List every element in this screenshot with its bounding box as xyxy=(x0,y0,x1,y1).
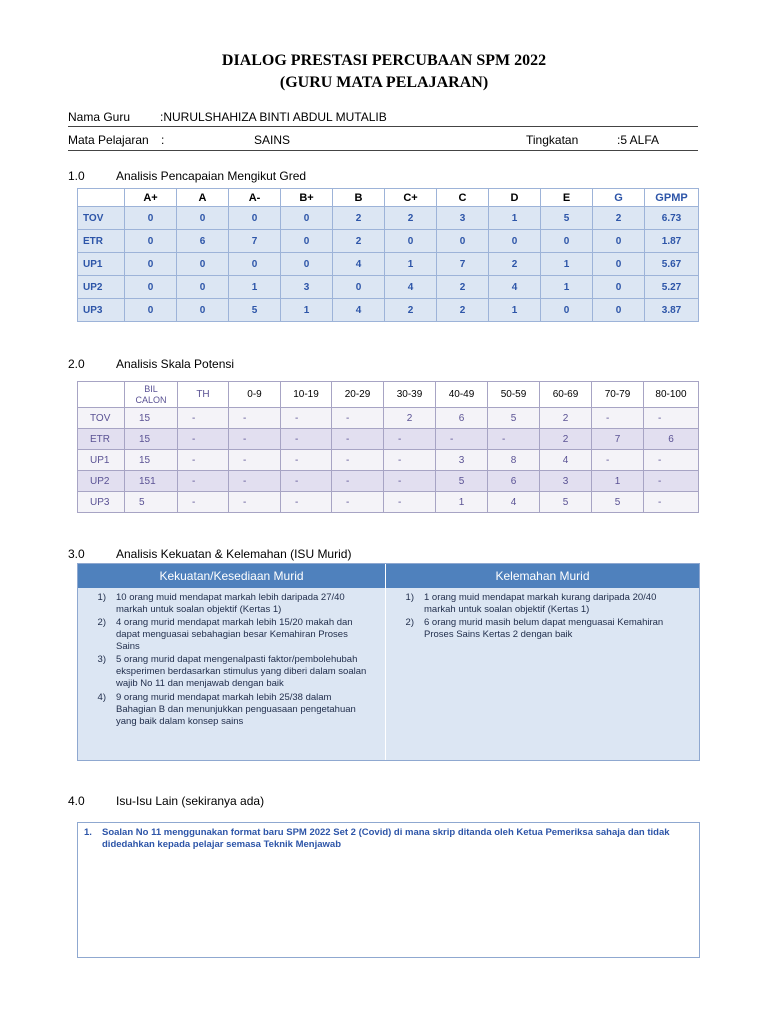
grade-table xyxy=(77,188,699,322)
header-cell: D xyxy=(489,189,541,207)
table-cell: 2 xyxy=(540,408,592,429)
isu-item-text: Soalan No 11 menggunakan format baru SPM 2022 Set 2 (Covid) di mana skrip ditanda oleh Ketua Pemeriksa sahaja dan tidak didedahkan kepada pelajar semasa Teknik Menjawab xyxy=(102,827,670,850)
mata-pelajaran-colon: : xyxy=(161,133,165,147)
header-cell: 70-79 xyxy=(592,382,644,408)
table-cell: - xyxy=(384,429,436,450)
table-cell: - xyxy=(178,408,229,429)
table-cell: 5.67 xyxy=(645,253,699,276)
table-cell: - xyxy=(229,492,281,513)
table-cell: 0 xyxy=(593,299,645,322)
table-cell: 0 xyxy=(229,253,281,276)
table-cell: 3 xyxy=(540,471,592,492)
table-cell: 4 xyxy=(540,450,592,471)
grade-table-header xyxy=(78,189,699,207)
bil-line: BIL xyxy=(144,383,158,394)
table-cell: 2 xyxy=(540,429,592,450)
table-cell: 3 xyxy=(437,207,489,230)
table-cell: 0 xyxy=(593,276,645,299)
header-cell: 30-39 xyxy=(384,382,436,408)
table-cell: 0 xyxy=(385,230,437,253)
list-item-number: 3) xyxy=(97,654,106,665)
divider xyxy=(68,150,698,151)
isu-lain-box xyxy=(77,822,700,958)
list-item-text: 5 orang murid dapat mengenalpasti faktor/pembolehubah eksperimen berdasarkan stimulus yang diberi dalam soalan wajib No 11 dan menjawab dengan baik xyxy=(116,654,367,689)
header-cell: 20-29 xyxy=(332,382,384,408)
nama-guru-value: :NURULSHAHIZA BINTI ABDUL MUTALIB xyxy=(160,110,387,124)
row-label: UP2 xyxy=(78,276,125,299)
table-cell: 5.27 xyxy=(645,276,699,299)
table-cell: 0 xyxy=(333,276,385,299)
table-row xyxy=(78,253,699,276)
table-cell: 0 xyxy=(489,230,541,253)
table-cell: 6 xyxy=(644,429,699,450)
kekuatan-header: Kekuatan/Kesediaan Murid xyxy=(78,564,385,588)
bil-calon-header xyxy=(125,382,178,408)
table-cell: - xyxy=(281,471,332,492)
table-cell: - xyxy=(229,471,281,492)
table-cell: 4 xyxy=(385,276,437,299)
table-cell: - xyxy=(644,492,699,513)
table-cell: 2 xyxy=(437,299,489,322)
table-cell: 0 xyxy=(177,253,229,276)
header-cell: 60-69 xyxy=(540,382,592,408)
kelemahan-column xyxy=(386,589,699,760)
table-cell: 1 xyxy=(229,276,281,299)
header-cell: A+ xyxy=(125,189,177,207)
table-cell: 4 xyxy=(489,276,541,299)
table-cell: 1 xyxy=(592,471,644,492)
table-cell: - xyxy=(592,408,644,429)
list-item-text: 10 orang muid mendapat markah lebih daripada 27/40 markah untuk soalan objektif (Kertas 1) xyxy=(116,592,345,615)
table-cell: - xyxy=(644,450,699,471)
table-cell: - xyxy=(281,429,332,450)
table-cell: 2 xyxy=(384,408,436,429)
table-cell: 5 xyxy=(592,492,644,513)
table-cell: - xyxy=(332,450,384,471)
table-cell: 2 xyxy=(333,207,385,230)
table-cell: 0 xyxy=(281,253,333,276)
kelemahan-header: Kelemahan Murid xyxy=(386,564,699,588)
table-cell: - xyxy=(229,408,281,429)
header-cell: G xyxy=(593,189,645,207)
row-label: UP3 xyxy=(78,299,125,322)
table-cell: - xyxy=(488,429,540,450)
header-cell: 80-100 xyxy=(644,382,699,408)
row-label: ETR xyxy=(78,429,125,450)
table-cell: - xyxy=(229,450,281,471)
table-cell: - xyxy=(178,471,229,492)
header-cell: 40-49 xyxy=(436,382,488,408)
table-cell: 1 xyxy=(436,492,488,513)
table-cell: - xyxy=(281,450,332,471)
table-cell: 4 xyxy=(333,253,385,276)
table-cell: 3.87 xyxy=(645,299,699,322)
table-cell: 1.87 xyxy=(645,230,699,253)
table-cell: 1 xyxy=(541,276,593,299)
header-cell: A xyxy=(177,189,229,207)
header-cell xyxy=(78,189,125,207)
table-cell: 5 xyxy=(125,492,178,513)
table-cell: 6 xyxy=(488,471,540,492)
row-label: TOV xyxy=(78,408,125,429)
row-label: UP1 xyxy=(78,450,125,471)
table-cell: 0 xyxy=(125,253,177,276)
table-cell: 2 xyxy=(489,253,541,276)
table-row xyxy=(78,299,699,322)
header-cell: 10-19 xyxy=(281,382,332,408)
table-cell: 15 xyxy=(125,408,178,429)
header-cell: GPMP xyxy=(645,189,699,207)
table-cell: - xyxy=(332,471,384,492)
row-label: TOV xyxy=(78,207,125,230)
isu-item-number: 1. xyxy=(84,827,92,838)
list-item-text: 4 orang murid mendapat markah lebih 15/20 makah dan dapat menguasai sebahagian besar Kemahiran Proses Sains xyxy=(116,617,353,652)
table-cell: - xyxy=(644,408,699,429)
table-cell: 5 xyxy=(436,471,488,492)
mata-pelajaran-value: SAINS xyxy=(254,133,291,147)
section3-title: Analisis Kekuatan & Kelemahan (ISU Murid) xyxy=(116,547,352,561)
table-cell: - xyxy=(178,429,229,450)
table-cell: 1 xyxy=(489,299,541,322)
table-cell: 0 xyxy=(177,299,229,322)
table-cell: 2 xyxy=(333,230,385,253)
table-cell: 3 xyxy=(436,450,488,471)
table-row xyxy=(78,207,699,230)
table-cell: 2 xyxy=(385,299,437,322)
header-cell: B xyxy=(333,189,385,207)
table-cell: - xyxy=(281,492,332,513)
kekuatan-column xyxy=(78,589,385,760)
table-cell: 0 xyxy=(541,230,593,253)
table-cell: - xyxy=(592,450,644,471)
table-cell: 0 xyxy=(125,276,177,299)
section2-number: 2.0 xyxy=(68,357,85,371)
table-cell: 0 xyxy=(593,253,645,276)
row-label: UP2 xyxy=(78,471,125,492)
table-cell: - xyxy=(644,471,699,492)
table-row xyxy=(78,276,699,299)
table-cell: 6 xyxy=(436,408,488,429)
table-cell: 5 xyxy=(541,207,593,230)
table-row xyxy=(78,471,699,492)
table-cell: 1 xyxy=(541,253,593,276)
table-cell: 0 xyxy=(125,207,177,230)
tingkatan-value: :5 ALFA xyxy=(617,133,660,147)
divider xyxy=(68,126,698,127)
nama-guru-label: Nama Guru xyxy=(68,110,131,124)
table-cell: 0 xyxy=(229,207,281,230)
table-cell: - xyxy=(384,492,436,513)
table-cell: 2 xyxy=(437,276,489,299)
table-cell: 0 xyxy=(177,276,229,299)
table-cell: - xyxy=(332,492,384,513)
table-row xyxy=(78,450,699,471)
table-cell: 8 xyxy=(488,450,540,471)
table-cell: 2 xyxy=(593,207,645,230)
list-item-number: 1) xyxy=(405,592,414,603)
table-cell: 2 xyxy=(385,207,437,230)
header-cell: C+ xyxy=(385,189,437,207)
table-cell: 7 xyxy=(437,253,489,276)
table-cell: 6 xyxy=(177,230,229,253)
table-cell: 151 xyxy=(125,471,178,492)
table-cell: 5 xyxy=(229,299,281,322)
table-cell: 6.73 xyxy=(645,207,699,230)
table-cell: 3 xyxy=(281,276,333,299)
table-cell: 1 xyxy=(385,253,437,276)
tingkatan-label: Tingkatan xyxy=(526,133,579,147)
list-item-number: 2) xyxy=(97,617,106,628)
table-cell: - xyxy=(384,450,436,471)
list-item-text: 9 orang murid mendapat markah lebih 25/38 dalam Bahagian B dan menunjukkan penguasaan pengetahuan yang baik dalam konsep sains xyxy=(116,692,356,727)
header-cell: A- xyxy=(229,189,281,207)
header-cell xyxy=(78,382,125,408)
table-cell: 7 xyxy=(592,429,644,450)
section4-title: Isu-Isu Lain (sekiranya ada) xyxy=(116,794,265,808)
mata-pelajaran-label: Mata Pelajaran xyxy=(68,133,149,147)
table-row xyxy=(78,429,699,450)
list-item-number: 4) xyxy=(97,692,106,703)
table-cell: 0 xyxy=(281,230,333,253)
kekuatan-kelemahan-table xyxy=(77,563,700,761)
header-cell: B+ xyxy=(281,189,333,207)
header-cell: E xyxy=(541,189,593,207)
list-item-number: 1) xyxy=(97,592,106,603)
table-cell: 0 xyxy=(281,207,333,230)
table-cell: 0 xyxy=(593,230,645,253)
table-row xyxy=(78,408,699,429)
header-cell: 0-9 xyxy=(229,382,281,408)
table-cell: 15 xyxy=(125,450,178,471)
list-item-text: 1 orang muid mendapat markah kurang daripada 20/40 markah untuk soalan objektif (Kertas 1) xyxy=(424,592,657,615)
table-cell: 5 xyxy=(488,408,540,429)
table-cell: - xyxy=(332,408,384,429)
page-subtitle: (GURU MATA PELAJARAN) xyxy=(279,74,489,91)
table-row xyxy=(78,492,699,513)
header-cell: TH xyxy=(178,382,229,408)
table-cell: - xyxy=(332,429,384,450)
table-cell: - xyxy=(384,471,436,492)
row-label: ETR xyxy=(78,230,125,253)
section1-number: 1.0 xyxy=(68,169,85,183)
table-cell: 5 xyxy=(540,492,592,513)
table-cell: - xyxy=(178,492,229,513)
table-cell: 4 xyxy=(333,299,385,322)
table-cell: 0 xyxy=(125,299,177,322)
table-cell: 4 xyxy=(488,492,540,513)
section2-title: Analisis Skala Potensi xyxy=(116,357,235,371)
section4-number: 4.0 xyxy=(68,794,85,808)
table-cell: 0 xyxy=(541,299,593,322)
table-cell: 7 xyxy=(229,230,281,253)
table-cell: 1 xyxy=(489,207,541,230)
table-cell: - xyxy=(229,429,281,450)
page-title: DIALOG PRESTASI PERCUBAAN SPM 2022 xyxy=(221,52,547,69)
table-cell: 0 xyxy=(177,207,229,230)
table-cell: 15 xyxy=(125,429,178,450)
table-cell: 0 xyxy=(437,230,489,253)
table-cell: - xyxy=(436,429,488,450)
section1-title: Analisis Pencapaian Mengikut Gred xyxy=(116,169,307,183)
table-cell: - xyxy=(281,408,332,429)
header-cell: C xyxy=(437,189,489,207)
header-cell: 50-59 xyxy=(488,382,540,408)
row-label: UP3 xyxy=(78,492,125,513)
list-item-text: 6 orang murid masih belum dapat menguasai Kemahiran Proses Sains Kertas 2 dengan baik xyxy=(424,617,664,640)
row-label: UP1 xyxy=(78,253,125,276)
section3-number: 3.0 xyxy=(68,547,85,561)
table-cell: 1 xyxy=(281,299,333,322)
table-row xyxy=(78,230,699,253)
table-cell: 0 xyxy=(125,230,177,253)
list-item-number: 2) xyxy=(405,617,414,628)
calon-line: CALON xyxy=(135,394,167,405)
table-cell: - xyxy=(178,450,229,471)
potensi-table-header xyxy=(78,382,699,408)
potensi-table xyxy=(77,381,699,513)
